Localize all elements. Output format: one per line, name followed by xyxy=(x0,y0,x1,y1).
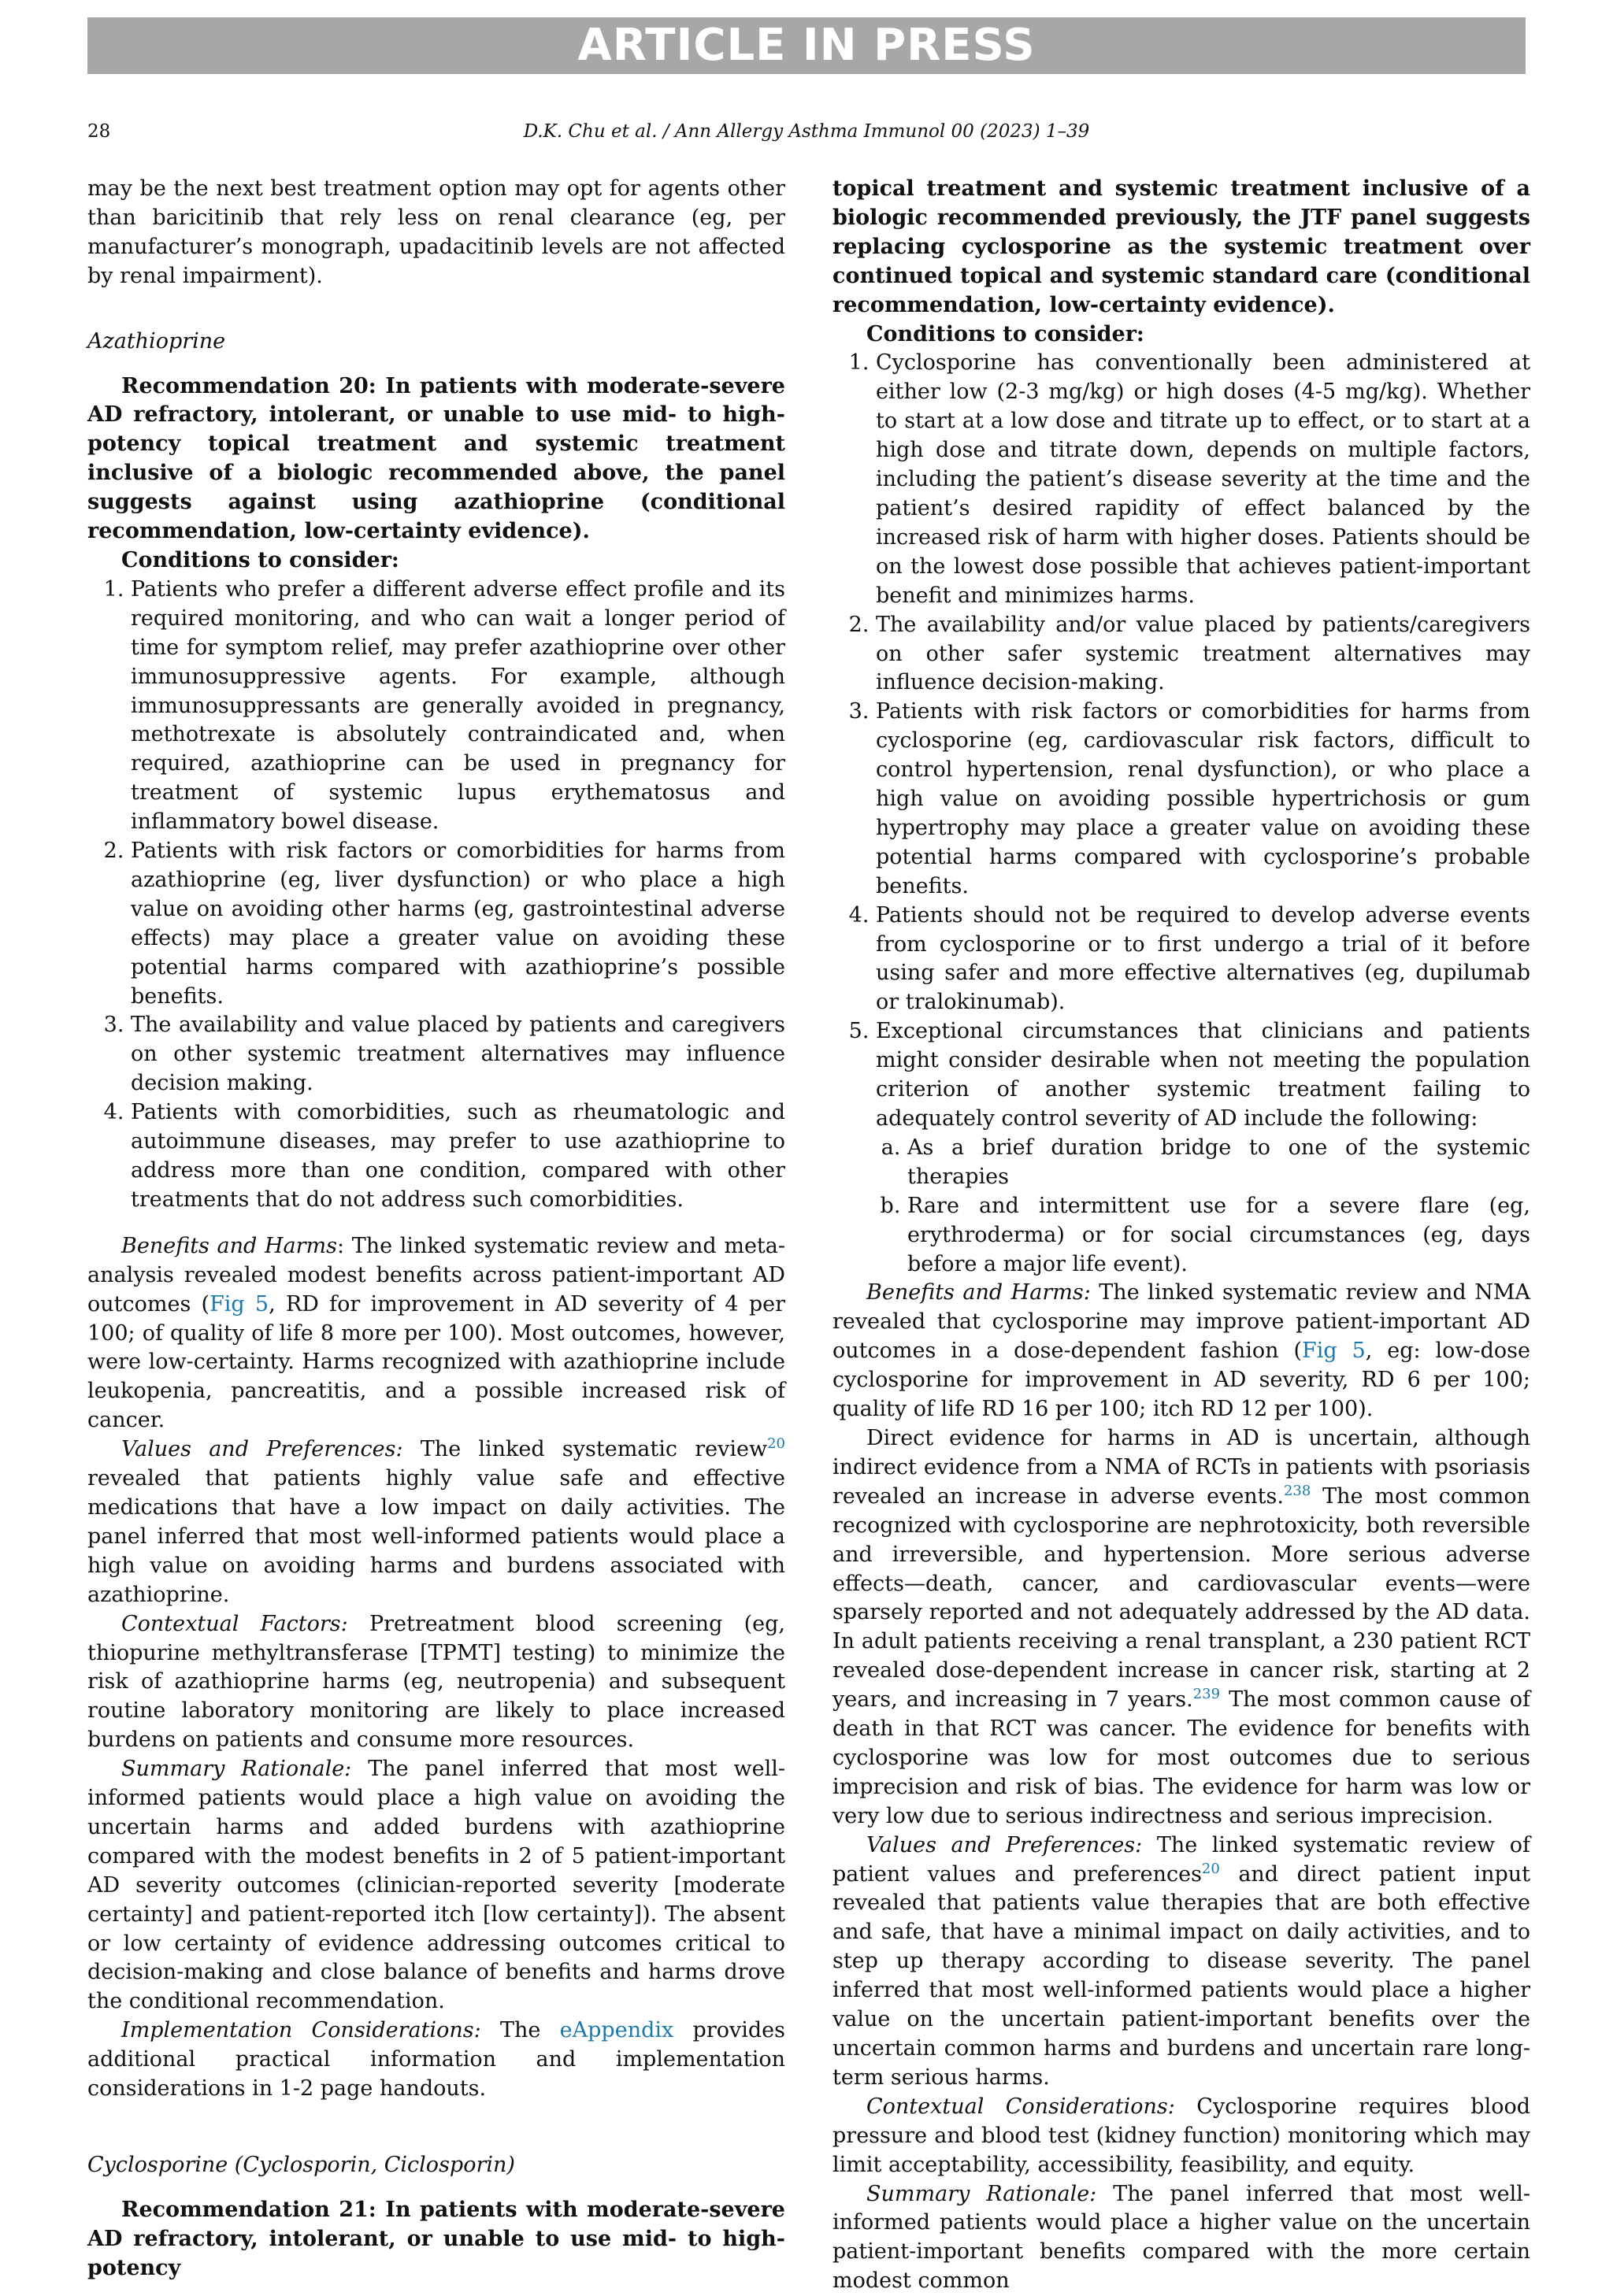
values-preferences-paragraph xyxy=(832,1831,1530,2093)
fig5-link[interactable]: Fig 5 xyxy=(210,1291,269,1316)
condition-item-text: Exceptional circumstances that clinicians and patients might consider desirable when not meeting the population criterion of another systemic treatment failing to adequately control severity of AD include the following: xyxy=(876,1019,1530,1131)
contextual-label: Contextual Considerations: xyxy=(866,2094,1175,2119)
eappendix-link[interactable]: eAppendix xyxy=(559,2018,674,2043)
benefits-text-post: , eg: low-dose cyclosporine for improvement in AD severity, RD 6 per 100; quality of life RD 16 per 100; itch RD 12 per 100). xyxy=(832,1339,1530,1422)
summary-rationale-paragraph xyxy=(832,2180,1530,2296)
right-column xyxy=(832,175,1530,2296)
values-text-post: revealed that patients highly value safe and effective medications that have a low impact on daily activities. The panel inferred that most well-informed patients would place a high value on avoiding harms and burdens associated with azathioprine. xyxy=(87,1466,785,1607)
benefits-text-pre: : The linked systematic review and meta-analysis revealed modest benefits across patient-important AD outcomes ( xyxy=(87,1233,785,1316)
values-text-pre: The linked systematic review of patient values and preferences xyxy=(832,1832,1530,1887)
implementation-label: Implementation Considerations: xyxy=(121,2018,481,2043)
benefits-text-pre: The linked systematic review and NMA revealed that cyclosporine may improve patient-important AD outcomes in a dose-dependent fashion ( xyxy=(832,1280,1530,1364)
recommendation-21-continued: topical treatment and systemic treatment inclusive of a biologic recommended previously, the JTF panel suggests replacing cyclosporine as the systemic treatment over continued topical and systemic standard care (conditional recommendation, low-certainty evidence). xyxy=(832,176,1530,317)
article-in-press-banner: ARTICLE IN PRESS xyxy=(87,17,1526,74)
condition-item: 2. Patients with risk factors or comorbidities for harms from azathioprine (eg, liver dysfunction) or who place a high value on avoiding other harms (eg, gastrointestinal adverse effects) may place a greater value on avoiding these potential harms compared with azathioprine’s possible benefits. xyxy=(131,837,785,1011)
conditions-heading-20: Conditions to consider: xyxy=(121,547,399,572)
summary-rationale-paragraph xyxy=(87,1755,785,2016)
benefits-harms-label: Benefits and Harms xyxy=(121,1233,337,1258)
reference-20-link[interactable]: 20 xyxy=(1201,1860,1220,1877)
summary-text: The panel inferred that most well-informed patients would place a high value on avoiding the uncertain harms and added burdens with azathioprine compared with the modest benefits in 2 of 5 patient-important AD severity outcomes (clinician-reported severity [moderate certainty] and patient-reported itch [low certainty]). The absent or low certainty of evidence addressing outcomes critical to decision-making and close balance of benefits and harms drove the conditional recommendation. xyxy=(87,1757,785,2014)
contextual-label: Contextual Factors: xyxy=(121,1611,348,1636)
condition-item: 3. The availability and value placed by patients and caregivers on other systemic treatment alternatives may influence decision making. xyxy=(131,1011,785,1098)
benefits-harms-label: Benefits and Harms: xyxy=(866,1280,1091,1305)
direct-text-pre: Direct evidence for harms in AD is uncertain, although indirect evidence from a NMA of RCTs in patients with psoriasis revealed an increase in adverse events. xyxy=(832,1425,1530,1509)
summary-label: Summary Rationale: xyxy=(866,2181,1097,2206)
subcondition-item: b. Rare and intermittent use for a severe flare (eg, erythroderma) or for social circumstances (eg, days before a major life event). xyxy=(907,1192,1530,1279)
subcondition-item: a. As a brief duration bridge to one of the systemic therapies xyxy=(907,1134,1530,1192)
condition-item xyxy=(876,1017,1530,1279)
summary-text: The panel inferred that most well-informed patients would place a higher value on the uncertain patient-important benefits compared with the more certain modest common xyxy=(832,2181,1530,2294)
reference-239-link[interactable]: 239 xyxy=(1192,1686,1221,1703)
implementation-text-post: provides additional practical information and implementation considerations in 1-2 page handouts. xyxy=(87,2018,785,2102)
reference-20-link[interactable]: 20 xyxy=(767,1435,786,1453)
values-text-post: and direct patient input revealed that patients value therapies that are both effective and safe, that have a minimal impact on daily activities, and to step up therapy according to disease severity. The panel inferred that most well-informed patients would place a higher value on the uncertain patient-important benefits over the uncertain common harms and burdens and uncertain rare long-term serious harms. xyxy=(832,1861,1530,2090)
condition-item: 1. Cyclosporine has conventionally been administered at either low (2-3 mg/kg) or high doses (4-5 mg/kg). Whether to start at a low dose and titrate up to effect, or to start at a high dose and titrate down, depends on multiple factors, including the patient’s disease severity at the time and the patient’s desired rapidity of effect balanced by the increased risk of harm with higher doses. Patients should be on the lowest dose possible that achieves patient-important benefit and minimizes harms. xyxy=(876,349,1530,610)
condition-item: 3. Patients with risk factors or comorbidities for harms from cyclosporine (eg, cardiovascular risk factors, difficult to control hypertension, renal dysfunction), or who place a high value on avoiding possible hypertrichosis or gum hypertrophy may place a greater value on avoiding these potential harms compared with cyclosporine’s probable benefits. xyxy=(876,698,1530,901)
azathioprine-heading: Azathioprine xyxy=(87,328,226,354)
subconditions-list xyxy=(876,1134,1530,1279)
conditions-list-20 xyxy=(87,576,785,1215)
conditions-list-21 xyxy=(832,349,1530,1279)
condition-item: 4. Patients should not be required to develop adverse events from cyclosporine or to first undergo a trial of it before using safer and more effective alternatives (eg, dupilumab or tralokinumab). xyxy=(876,902,1530,1018)
implementation-paragraph xyxy=(87,2016,785,2104)
conditions-heading-21: Conditions to consider: xyxy=(866,321,1144,346)
benefits-text-post: , RD for improvement in AD severity of 4 per 100; of quality of life 8 more per 100). Most outcomes, however, were low-certainty. Harms recognized with azathioprine include leukopenia, pancreatitis, and a possible increased risk of cancer. xyxy=(87,1291,785,1433)
direct-text-post: The most common cause of death in that RCT was cancer. The evidence for benefits with cyclosporine was low for most outcomes due to serious imprecision and risk of bias. The evidence for harm was low or very low due to serious indirectness and serious imprecision. xyxy=(832,1687,1530,1828)
benefits-harms-paragraph xyxy=(832,1279,1530,1424)
condition-item: 2. The availability and/or value placed by patients/caregivers on other safer systemic treatment alternatives may influence decision-making. xyxy=(876,611,1530,698)
values-text-pre: The linked systematic review xyxy=(402,1437,768,1462)
summary-label: Summary Rationale: xyxy=(121,1757,352,1782)
values-label: Values and Preferences: xyxy=(121,1437,403,1462)
recommendation-20: Recommendation 20: In patients with moderate-severe AD refractory, intolerant, or unable to use mid- to high-potency topical treatment and systemic treatment inclusive of a biologic recommended above, the panel suggests against using azathioprine (conditional recommendation, low-certainty evidence). xyxy=(87,373,785,544)
left-column xyxy=(87,175,785,2283)
contextual-text: Cyclosporine requires blood pressure and blood test (kidney function) monitoring which may limit acceptability, accessibility, feasibility, and equity. xyxy=(832,2094,1530,2177)
running-head: D.K. Chu et al. / Ann Allergy Asthma Immunol 00 (2023) 1–39 xyxy=(523,121,1090,142)
cyclosporine-heading: Cyclosporine (Cyclosporin, Ciclosporin) xyxy=(87,2153,515,2177)
condition-item: 1. Patients who prefer a different adverse effect profile and its required monitoring, and who can wait a longer period of time for symptom relief, may prefer azathioprine over other immunosuppressive agents. For example, although immunosuppressants are generally avoided in pregnancy, methotrexate is absolutely contraindicated and, when required, azathioprine can be used in pregnancy for treatment of systemic lupus erythematosus and inflammatory bowel disease. xyxy=(131,576,785,837)
contextual-considerations-paragraph xyxy=(832,2093,1530,2180)
benefits-harms-paragraph xyxy=(87,1232,785,1435)
intro-paragraph: may be the next best treatment option may opt for agents other than baricitinib that rely less on renal clearance (eg, per manufacturer’s monograph, upadacitinib levels are not affected by renal impairment). xyxy=(87,176,785,288)
direct-text-mid: The most common recognized with cyclosporine are nephrotoxicity, both reversible and irreversible, and hypertension. More serious adverse effects—death, cancer, and cardiovascular events—were sparsely reported and not adequately addressed by the AD data. In adult patients receiving a renal transplant, a 230 patient RCT revealed dose-dependent increase in cancer risk, starting at 2 years, and increasing in 7 years. xyxy=(832,1483,1530,1713)
direct-evidence-paragraph xyxy=(832,1424,1530,1831)
fig5-link[interactable]: Fig 5 xyxy=(1302,1339,1366,1364)
contextual-text: Pretreatment blood screening (eg, thiopurine methyltransferase [TPMT] testing) to minimize the risk of azathioprine harms (eg, neutropenia) and subsequent routine laboratory monitoring are likely to place increased burdens on patients and consume more resources. xyxy=(87,1611,786,1753)
condition-item: 4. Patients with comorbidities, such as rheumatologic and autoimmune diseases, may prefer to use azathioprine to address more than one condition, compared with other treatments that do not address such comorbidities. xyxy=(131,1098,785,1215)
values-label: Values and Preferences: xyxy=(866,1832,1143,1857)
contextual-factors-paragraph xyxy=(87,1610,785,1756)
recommendation-21-start: Recommendation 21: In patients with moderate-severe AD refractory, intolerant, or unable to use mid- to high-potency xyxy=(87,2197,785,2280)
page-number: 28 xyxy=(87,121,111,142)
reference-238-link[interactable]: 238 xyxy=(1283,1482,1311,1499)
values-preferences-paragraph xyxy=(87,1435,785,1609)
implementation-text-pre: The xyxy=(480,2018,560,2043)
